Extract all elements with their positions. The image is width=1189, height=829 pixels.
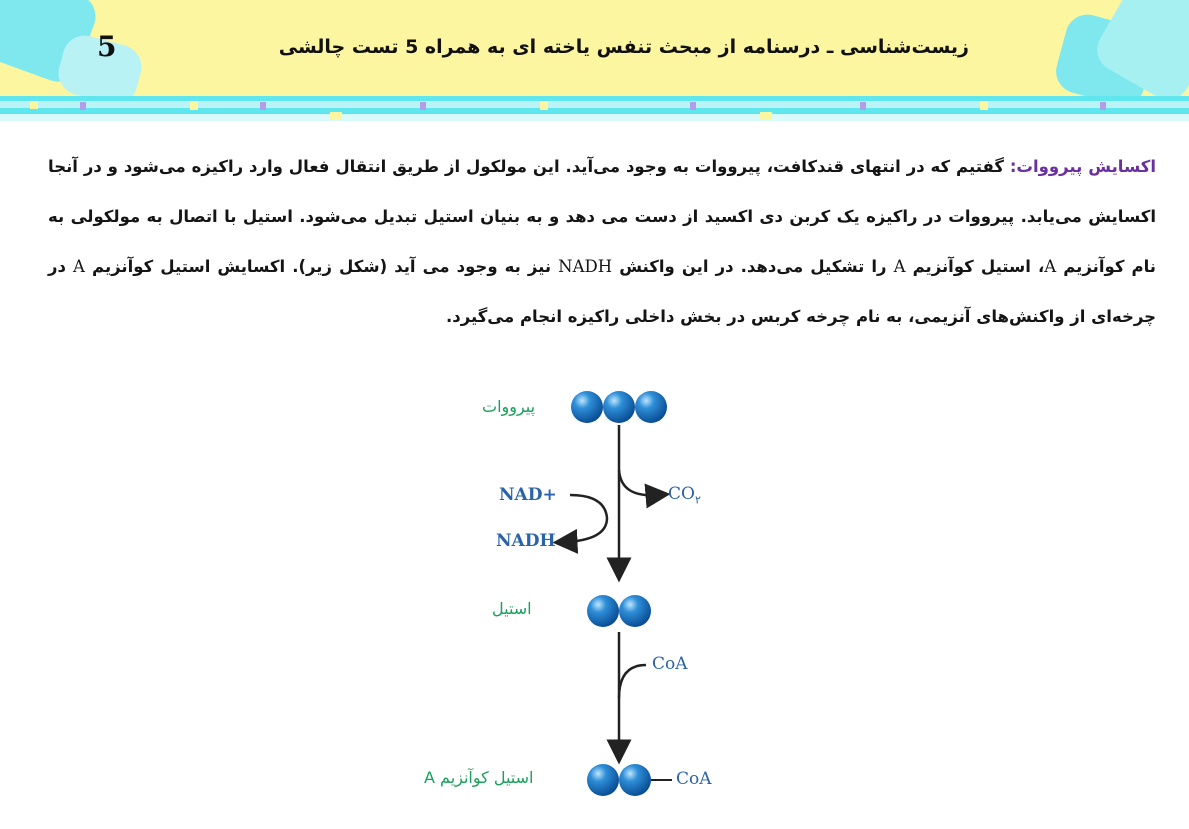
pyruvate-label: پیرووات — [482, 397, 536, 416]
acetyl-coa-label: استیل کوآنزیم A — [424, 768, 534, 787]
co2-subscript: ۲ — [694, 493, 701, 507]
body-text: در چرخه‌ای از واکنش‌های آنزیمی، به نام چرخه کربس در بخش داخلی راکیزه انجام می‌گیرد. — [48, 257, 1156, 326]
page-number: 5 — [97, 30, 117, 63]
nadh-label: NADH — [496, 531, 556, 551]
body-text: را تشکیل می‌دهد. در این واکنش — [612, 257, 894, 276]
coa-label: CoA — [652, 654, 688, 674]
co2-arrow — [619, 470, 658, 495]
body-text: NADH — [558, 257, 613, 276]
acetyl-label: استیل — [492, 599, 532, 618]
co2-label — [668, 484, 701, 506]
page-title: زیست‌شناسی ـ درسنامه از مبحث تنفس یاخته ای به همراه 5 تست چالشی — [278, 36, 969, 58]
body-paragraph — [48, 142, 1156, 342]
pyruvate-molecule — [571, 391, 667, 423]
coa-attached-label: CoA — [676, 769, 712, 789]
page-header — [0, 0, 1189, 98]
body-text: A — [1044, 257, 1057, 276]
nad-plus-label: NAD+ — [499, 485, 557, 505]
acetyl-molecule — [587, 595, 651, 627]
diagram-graphics — [400, 380, 800, 820]
body-text: نیز به وجود می آید (شکل زیر). اکسایش استیل کوآنزیم — [84, 257, 559, 276]
section-heading: اکسایش پیرووات: — [1009, 157, 1157, 176]
body-text: ، استیل کوآنزیم — [905, 257, 1045, 276]
coa-arrow — [619, 665, 646, 698]
body-text: A — [893, 257, 906, 276]
header-stripe — [0, 96, 1189, 124]
pyruvate-oxidation-diagram — [400, 380, 800, 820]
body-text: A — [73, 257, 85, 276]
body-text: گفتیم که در انتهای قندکافت، پیرووات به وجود می‌آید. این مولکول از طریق انتقال فعال وارد راکیزه می‌شود و در آنجا اکسایش می‌یابد. پیرووات در راکیزه یک کربن دی اکسید از دست می دهد و به بنیان استیل تبدیل می‌شود. استیل با اتصال به مولکولی به نام کوآنزیم — [48, 157, 1156, 276]
nad-arrow — [565, 495, 607, 542]
co2-text: CO — [668, 484, 695, 504]
acetyl-coa-molecule — [587, 764, 672, 796]
